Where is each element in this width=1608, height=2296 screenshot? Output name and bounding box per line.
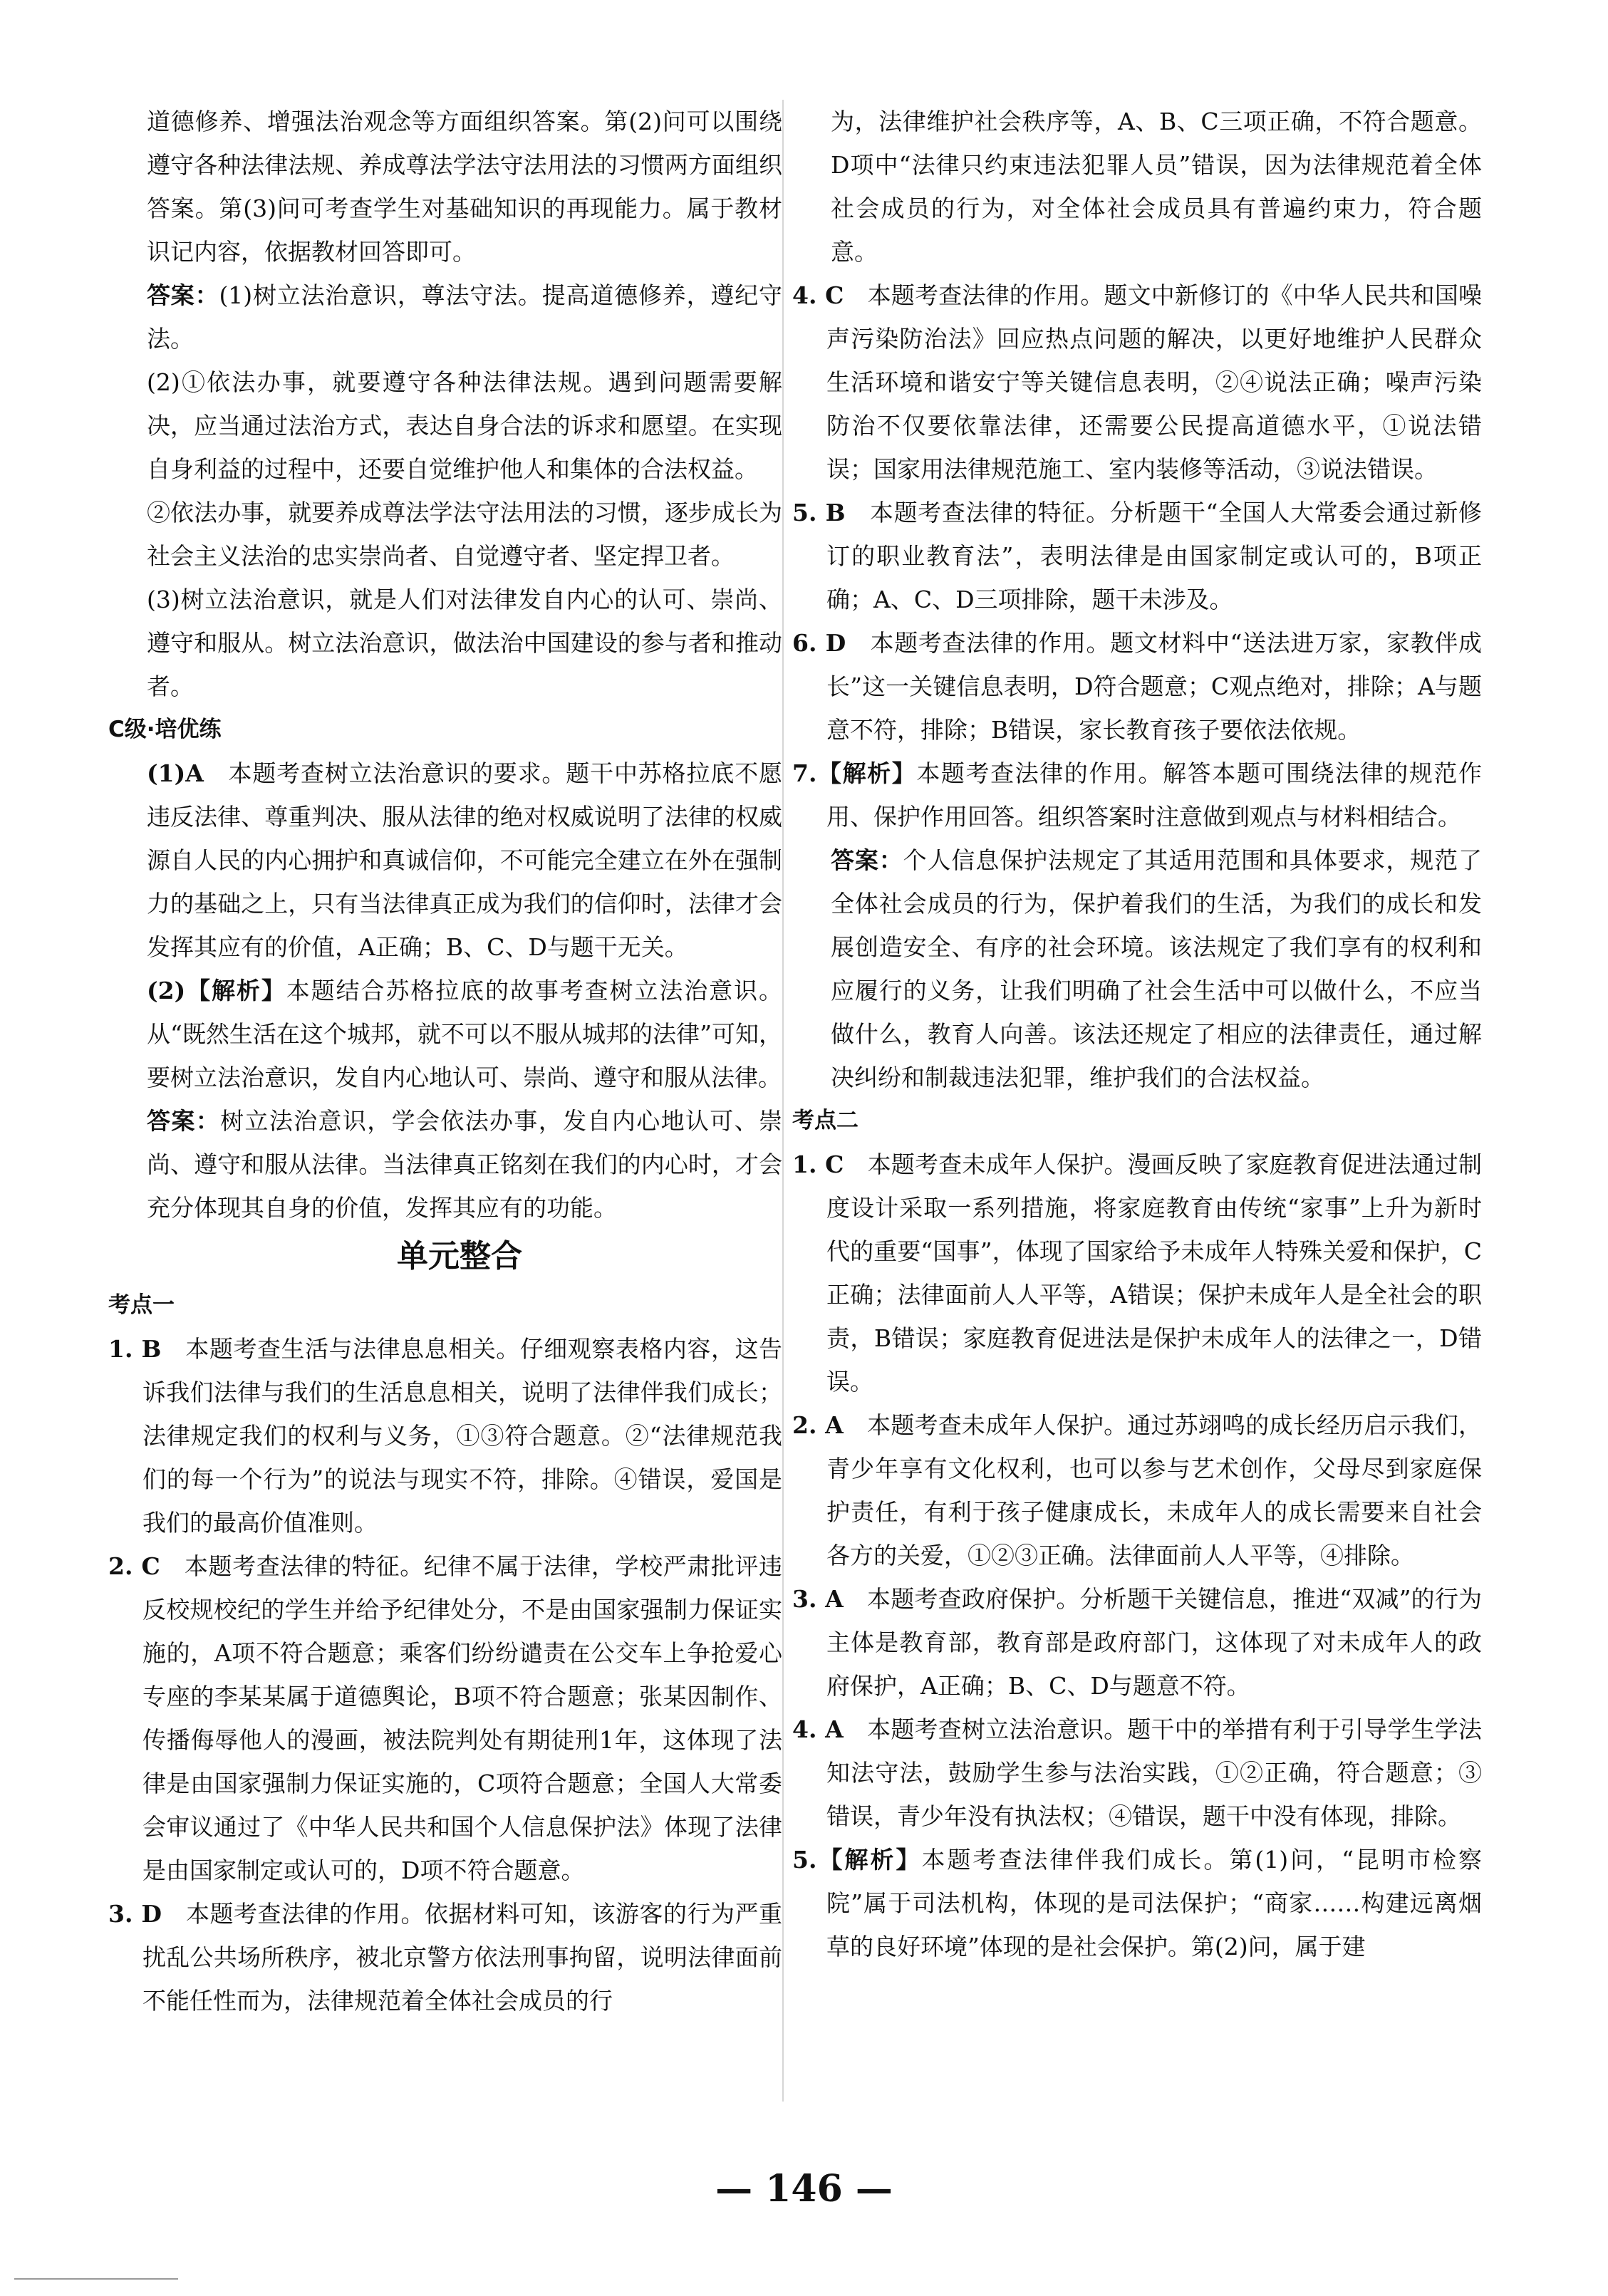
footer-rule bbox=[14, 2278, 178, 2280]
kd2-question-1 bbox=[792, 1143, 1482, 1403]
kd2-question-3-label: 3. A bbox=[792, 1585, 844, 1613]
c-question-2-answer bbox=[108, 1099, 782, 1230]
right-column bbox=[792, 100, 1482, 1968]
question-2-text: 本题考查法律的特征。纪律不属于法律，学校严肃批评违反校规校纪的学生并给予纪律处分，不是由国家强制力保证实施的，A项不符合题意；乘客们纷纷谴责在公交车上争抢爱心专座的李某某属于道德舆论，B项不符合题意；张某因制作、传播侮辱他人的漫画，被法院判处有期徒刑1年，这体现了法律是由国家强制力保证实施的，C项符合题意；全国人大常委会审议通过了《中华人民共和国个人信息保护法》体现了法律是由国家制定或认可的，D项不符合题意。 bbox=[142, 1552, 782, 1884]
c-question-2-text: 本题结合苏格拉底的故事考查树立法治意识。从“既然生活在这个城邦，就不可以不服从城邦的法律”可知，要树立法治意识，发自内心地认可、崇尚、遵守和服从法律。 bbox=[147, 977, 782, 1091]
kd2-question-1-text: 本题考查未成年人保护。漫画反映了家庭教育促进法通过制度设计采取一系列措施，将家庭教育由传统“家事”上升为新时代的重要“国事”，体现了国家给予未成年人特殊关爱和保护，C正确；法律面前人人平等，A错误；保护未成年人是全社会的职责，B错误；家庭教育促进法是保护未成年人的法律之一，D错误。 bbox=[826, 1150, 1482, 1396]
answer-label: 答案： bbox=[831, 846, 903, 874]
question-7-answer bbox=[792, 838, 1482, 1099]
question-7-label: 7.【解析】 bbox=[792, 759, 917, 787]
question-4-text: 本题考查法律的作用。题文中新修订的《中华人民共和国噪声污染防治法》回应热点问题的解决，以更好地维护人民群众生活环境和谐安宁等关键信息表明，②④说法正确；噪声污染防治不仅要依靠法律，还需要公民提高道德水平，①说法错误；国家用法律规范施工、室内装修等活动，③说法错误。 bbox=[826, 281, 1482, 483]
question-3-continued: 为，法律维护社会秩序等，A、B、C三项正确，不符合题意。D项中“法律只约束违法犯罪人员”错误，因为法律规范着全体社会成员的行为，对全体社会成员具有普遍约束力，符合题意。 bbox=[831, 108, 1482, 266]
page-number: — 146 — bbox=[715, 2167, 893, 2211]
c-question-1-text: 本题考查树立法治意识的要求。题干中苏格拉底不愿违反法律、尊重判决、服从法律的绝对权威说明了法律的权威源自人民的内心拥护和真诚信仰，不可能完全建立在外在强制力的基础之上，只有当法律真正成为我们的信仰时，法律才会发挥其应有的价值，A正确；B、C、D与题干无关。 bbox=[147, 759, 783, 961]
answer-2: (2)①依法办事，就要遵守各种法律法规。遇到问题需要解决，应当通过法治方式，表达自身合法的诉求和愿望。在实现自身利益的过程中，还要自觉维护他人和集体的合法权益。 bbox=[147, 368, 782, 483]
kaodian-2-header: 考点二 bbox=[792, 1108, 859, 1133]
question-4 bbox=[792, 274, 1482, 491]
kd2-question-4 bbox=[792, 1708, 1482, 1838]
question-5-label: 5. B bbox=[792, 499, 846, 526]
c-question-2-label: (2)【解析】 bbox=[147, 977, 286, 1004]
kd2-question-2-label: 2. A bbox=[792, 1411, 844, 1439]
question-2 bbox=[108, 1544, 782, 1892]
kd2-question-3-text: 本题考查政府保护。分析题干关键信息，推进“双减”的行为主体是教育部，教育部是政府部门，这体现了对未成年人的政府保护，A正确；B、C、D与题意不符。 bbox=[826, 1585, 1483, 1700]
kd2-question-1-label: 1. C bbox=[792, 1150, 844, 1178]
kd2-question-2 bbox=[792, 1403, 1482, 1577]
answer-text: (1)树立法治意识，尊法守法。提高道德修养，遵纪守法。 bbox=[147, 281, 783, 353]
question-6 bbox=[792, 621, 1482, 752]
question-3-text: 本题考查法律的作用。依据材料可知，该游客的行为严重扰乱公共场所秩序，被北京警方依法刑事拘留，说明法律面前不能任性而为，法律规范着全体社会成员的行 bbox=[142, 1900, 783, 2015]
question-1 bbox=[108, 1327, 782, 1544]
section-c-header: C级·培优练 bbox=[108, 717, 222, 742]
question-1-label: 1. B bbox=[108, 1335, 162, 1363]
c-question-1-label: (1)A bbox=[147, 759, 204, 787]
unit-title: 单元整合 bbox=[397, 1238, 522, 1274]
answer-label: 答案： bbox=[147, 1107, 221, 1135]
kaodian-1-header: 考点一 bbox=[108, 1292, 175, 1318]
question-1-text: 本题考查生活与法律息息相关。仔细观察表格内容，这告诉我们法律与我们的生活息息相关，说明了法律伴我们成长；法律规定我们的权利与义务，①③符合题意。②“法律规范我们的每一个行为”的说法与现实不符，排除。④错误，爱国是我们的最高价值准则。 bbox=[142, 1335, 783, 1537]
question-3 bbox=[108, 1892, 782, 2022]
question-3-label: 3. D bbox=[108, 1900, 162, 1928]
kd2-question-3 bbox=[792, 1577, 1482, 1708]
c-question-2 bbox=[108, 969, 782, 1099]
c-question-1 bbox=[108, 752, 782, 969]
kd2-question-2-text: 本题考查未成年人保护。通过苏翊鸣的成长经历启示我们，青少年享有文化权利，也可以参与艺术创作，父母尽到家庭保护责任，有利于孩子健康成长，未成年人的成长需要来自社会各方的关爱，①②③正确。法律面前人人平等，④排除。 bbox=[826, 1411, 1483, 1569]
column-divider bbox=[782, 100, 784, 2102]
question-6-label: 6. D bbox=[792, 629, 846, 657]
answer-1 bbox=[108, 274, 782, 360]
question-6-text: 本题考查法律的作用。题文材料中“送法进万家，家教伴成长”这一关键信息表明，D符合题意；C观点绝对，排除；A与题意不符，排除；B错误，家长教育孩子要依法依规。 bbox=[826, 629, 1483, 744]
question-5 bbox=[792, 491, 1482, 621]
answer-4: (3)树立法治意识，就是人们对法律发自内心的认可、崇尚、遵守和服从。树立法治意识，做法治中国建设的参与者和推动者。 bbox=[147, 586, 782, 700]
question-5-text: 本题考查法律的特征。分析题干“全国人大常委会通过新修订的职业教育法”，表明法律是由国家制定或认可的，B项正确；A、C、D三项排除，题干未涉及。 bbox=[826, 499, 1483, 613]
kd2-question-4-label: 4. A bbox=[792, 1715, 844, 1743]
question-7-text: 本题考查法律的作用。解答本题可围绕法律的规范作用、保护作用回答。组织答案时注意做到观点与材料相结合。 bbox=[826, 759, 1483, 831]
answer-label: 答案： bbox=[147, 281, 219, 309]
question-4-label: 4. C bbox=[792, 281, 844, 309]
question-2-label: 2. C bbox=[108, 1552, 160, 1580]
answer-text: 个人信息保护法规定了其适用范围和具体要求，规范了全体社会成员的行为，保护着我们的生活，为我们的成长和发展创造安全、有序的社会环境。该法规定了我们享有的权利和应履行的义务，让我们明确了社会生活中可以做什么，不应当做什么，教育人向善。该法还规定了相应的法律责任，通过解决纠纷和制裁违法犯罪，维护我们的合法权益。 bbox=[831, 846, 1483, 1091]
left-para-1: 道德修养、增强法治观念等方面组织答案。第(2)问可以围绕遵守各种法律法规、养成尊法学法守法用法的习惯两方面组织答案。第(3)问可考查学生对基础知识的再现能力。属于教材识记内容，依据教材回答即可。 bbox=[147, 108, 782, 266]
answer-text: 树立法治意识，学会依法办事，发自内心地认可、崇尚、遵守和服从法律。当法律真正铭刻在我们的内心时，才会充分体现其自身的价值，发挥其应有的功能。 bbox=[147, 1107, 783, 1222]
kd2-question-5-label: 5.【解析】 bbox=[792, 1846, 922, 1874]
kd2-question-5-text: 本题考查法律伴我们成长。第(1)问，“昆明市检察院”属于司法机构，体现的是司法保护；“商家……构建远离烟草的良好环境”体现的是社会保护。第(2)问，属于建 bbox=[826, 1846, 1482, 1960]
left-column bbox=[108, 100, 782, 2022]
kd2-question-5 bbox=[792, 1838, 1482, 1968]
kd2-question-4-text: 本题考查树立法治意识。题干中的举措有利于引导学生学法知法守法，鼓励学生参与法治实践，①②正确，符合题意；③错误，青少年没有执法权；④错误，题干中没有体现，排除。 bbox=[826, 1715, 1483, 1830]
question-7 bbox=[792, 752, 1482, 838]
answer-3: ②依法办事，就要养成尊法学法守法用法的习惯，逐步成长为社会主义法治的忠实崇尚者、自觉遵守者、坚定捍卫者。 bbox=[147, 499, 782, 570]
